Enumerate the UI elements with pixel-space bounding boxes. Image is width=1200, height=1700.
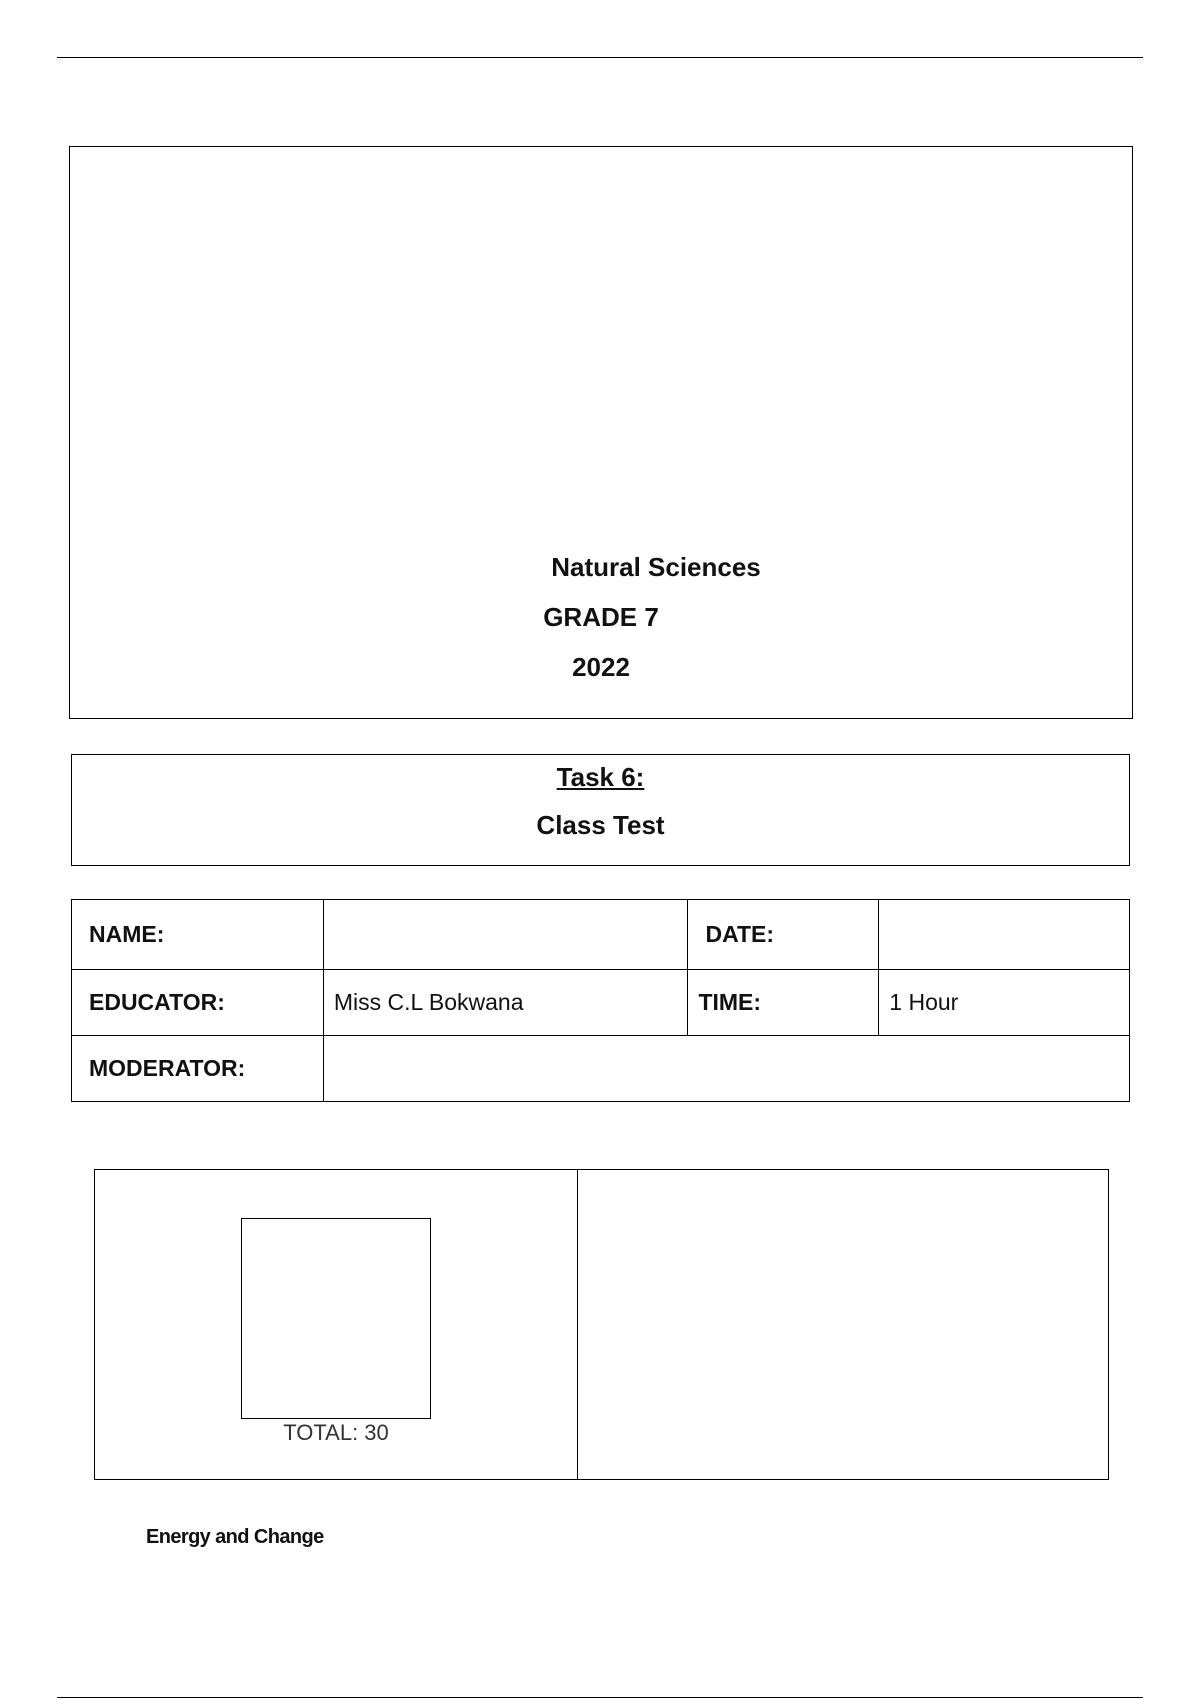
- score-box[interactable]: [241, 1218, 431, 1419]
- grade-title: GRADE 7: [543, 602, 659, 632]
- moderator-field[interactable]: [323, 1036, 1129, 1102]
- time-value: 1 Hour: [879, 970, 1130, 1036]
- learner-info-table: [71, 899, 1130, 1102]
- educator-label: EDUCATOR:: [72, 970, 324, 1036]
- task-type: Class Test: [536, 810, 665, 840]
- top-rule: [57, 57, 1143, 58]
- marks-divider: [577, 1170, 578, 1479]
- task-box: [71, 754, 1130, 866]
- date-field[interactable]: [879, 900, 1130, 970]
- topic-label: Energy and Change: [146, 1526, 324, 1548]
- name-label: NAME:: [72, 900, 324, 970]
- table-row: [72, 1036, 1130, 1102]
- subject-title: Natural Sciences: [551, 552, 761, 582]
- moderator-label: MODERATOR:: [72, 1036, 324, 1102]
- name-field[interactable]: [323, 900, 688, 970]
- total-marks: TOTAL: 30: [283, 1420, 389, 1445]
- marks-box: [94, 1169, 1109, 1480]
- table-row: [72, 900, 1130, 970]
- date-label: DATE:: [688, 900, 879, 970]
- task-number: Task 6:: [556, 762, 645, 792]
- cover-box: [69, 146, 1133, 719]
- year-title: 2022: [572, 652, 630, 682]
- time-label: TIME:: [688, 970, 879, 1036]
- table-row: [72, 970, 1130, 1036]
- educator-value: Miss C.L Bokwana: [323, 970, 688, 1036]
- bottom-rule: [57, 1697, 1143, 1698]
